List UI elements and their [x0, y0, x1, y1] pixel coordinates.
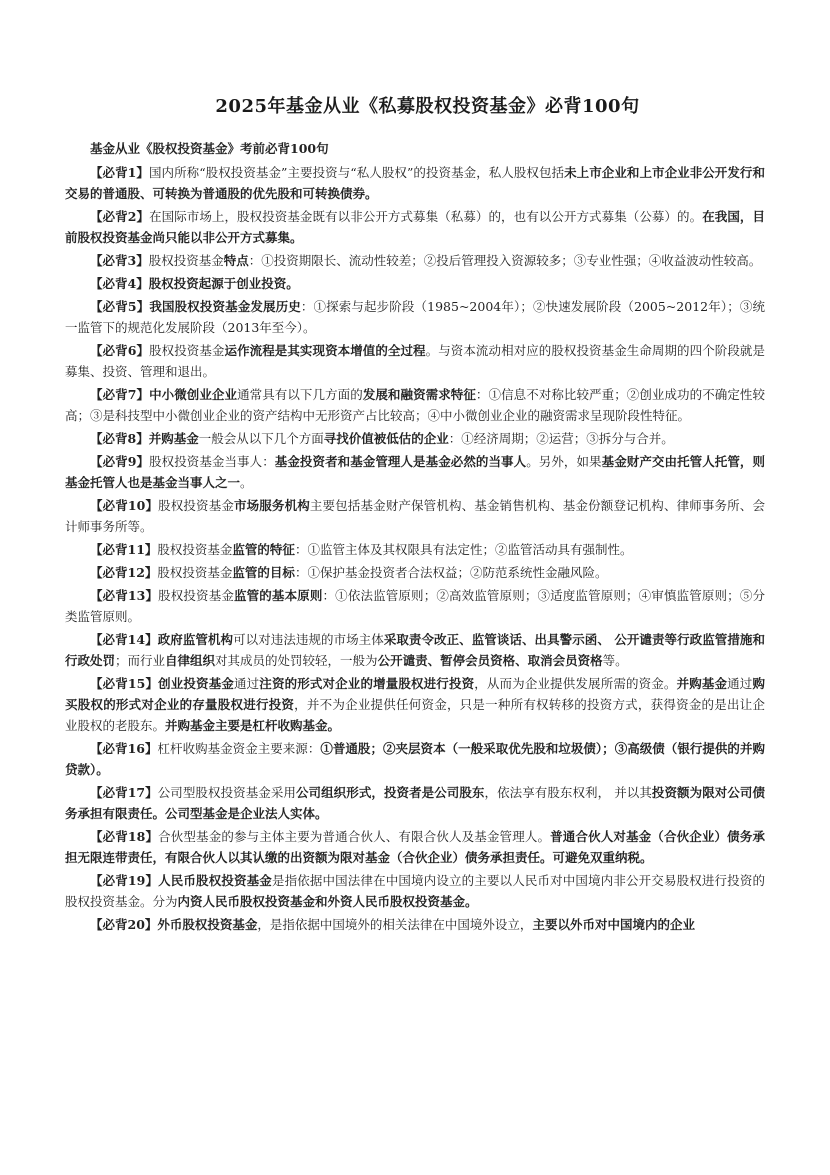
list-item [65, 206, 765, 248]
item-text-bold: 人民币股权投资基金 [158, 873, 272, 888]
item-text-bold: 并购基金 [676, 676, 728, 691]
item-text-bold: 运作流程是其实现资本增值的全过程 [224, 343, 426, 358]
list-item [65, 870, 765, 912]
document-title: 2025年基金从业《私募股权投资基金》必背100句 [215, 96, 640, 117]
item-text: 股权投资基金当事人： [149, 454, 275, 469]
item-text: 是指依据中国法律在中国境内设立的主要以人民币对中国境内非公开交易股权进行投资的股权投资基金。分为 [65, 873, 765, 909]
item-tag: 【必背11】 [90, 542, 158, 557]
item-text-bold: 市场服务机构 [234, 498, 310, 513]
item-text: ，从而为企业提供发展所需的资金。 [474, 676, 677, 691]
list-item [65, 738, 765, 780]
item-text: 对其成员的处罚较轻，一般为 [215, 653, 378, 668]
item-text-bold: 发展和融资需求特征 [362, 387, 476, 402]
item-text-bold: 监管的目标 [232, 565, 295, 580]
item-text-bold: 主要以外币对中国境内的企业 [532, 917, 695, 932]
item-text-bold: 特点 [223, 253, 249, 268]
item-text: 股权投资基金 [157, 565, 233, 580]
list-item [65, 673, 765, 736]
item-text: ：①信息不对称比较严重；②创业成功的不确定性较高；③是科技型中小微创业企业的资产结构中无形资产占比较高；④中小微创业企业的融资需求呈现阶段性特征。 [65, 387, 765, 423]
item-text-bold: 创业投资基金 [158, 676, 234, 691]
list-item [65, 162, 765, 204]
item-text: 杠杆收购基金资金主要来源： [157, 741, 321, 756]
item-text: ；而行业 [115, 653, 166, 668]
document-subtitle: 基金从业《股权投资基金》考前必背100句 [90, 141, 329, 156]
item-text: 股权投资基金 [158, 588, 234, 603]
item-text: 通过 [234, 676, 260, 691]
list-item [65, 782, 765, 824]
item-text-bold: 股权投资起源于创业投资。 [148, 276, 299, 291]
item-text: ，是指依据中国境外的相关法律在中国境外设立， [257, 917, 533, 932]
item-text: ：①投资期限长、流动性较差；②投后管理投入资源较多；③专业性强；④收益波动性较高。 [248, 253, 762, 268]
item-text-bold: 普通合伙人对基金（合伙企业）债务承担无限连带责任，有限合伙人以其认缴的出资额为限对基金（合伙企业）债务承担责任。可避免双重纳税。 [65, 829, 765, 865]
item-text-bold: 采取责令改正、监管谈话、出具警示函、 公开谴责等行政监管措施和行政处罚 [65, 632, 765, 668]
item-text: 。另外，如果 [526, 454, 602, 469]
item-text-bold: 在我国，目前股权投资基金尚只能以非公开方式募集。 [65, 209, 765, 245]
list-item [65, 340, 765, 382]
item-text-bold: 并购基金 [148, 431, 199, 446]
item-text: 股权投资基金 [157, 542, 233, 557]
list-item [65, 451, 765, 493]
item-text: 股权投资基金 [149, 343, 225, 358]
item-text-bold: 基金投资者和基金管理人是基金必然的当事人 [274, 454, 527, 469]
item-tag: 【必背9】 [90, 454, 150, 469]
item-tag: 【必背17】 [90, 785, 158, 800]
item-text: ：①保护基金投资者合法权益；②防范系统性金融风险。 [294, 565, 608, 580]
list-item [65, 296, 765, 338]
item-text: 合伙型基金的参与主体主要为普通合伙人、有限合伙人及基金管理人。 [158, 829, 551, 844]
item-tag: 【必背7】 [90, 387, 150, 402]
item-text: 公司型股权投资基金采用 [157, 785, 296, 800]
item-tag: 【必背3】 [90, 253, 149, 268]
item-text: 。 [240, 475, 253, 490]
item-text-bold: 基金财产交由托管人托管，则基金托管人也是基金当事人之一 [65, 454, 765, 490]
list-item [65, 495, 765, 537]
item-text-bold: 购买股权的形式对企业的存量股权进行投资 [65, 676, 765, 712]
item-tag: 【必背12】 [90, 565, 158, 580]
list-item [65, 539, 765, 560]
list-item [65, 428, 765, 449]
item-list [65, 162, 765, 935]
item-text-bold: ①普通股；②夹层资本（一般采取优先股和垃圾债）；③高级债（银行提供的并购贷款）。 [65, 741, 765, 777]
item-text-bold: 监管的基本原则 [234, 588, 323, 603]
list-item [65, 914, 765, 935]
item-text-bold: 政府监管机构 [157, 632, 234, 647]
item-text: 股权投资基金 [158, 498, 234, 513]
item-text: ：①依法监管原则；②高效监管原则；③适度监管原则；④审慎监管原则；⑤分类监管原则。 [65, 588, 765, 624]
item-text-bold: 公司组织形式，投资者是公司股东 [295, 785, 485, 800]
document-page [65, 92, 765, 937]
list-item [65, 826, 765, 868]
item-tag: 【必背16】 [90, 741, 158, 756]
item-tag: 【必背15】 [90, 676, 159, 691]
item-text-bold: 未上市企业和上市企业非公开发行和交易的普通股、可转换为普通股的优先股和可转换债券。 [65, 165, 765, 201]
list-item [65, 562, 765, 583]
item-text-bold: 公开谴责、暂停会员资格、取消会员资格 [377, 653, 603, 668]
item-text: 可以对违法违规的市场主体 [233, 632, 384, 647]
item-tag: 【必背2】 [90, 209, 150, 224]
item-text-bold: 寻找价值被低估的企业 [323, 431, 449, 446]
item-tag: 【必背1】 [90, 165, 149, 180]
item-text: 通常具有以下几方面的 [237, 387, 363, 402]
item-text: 一般会从以下几个方面 [198, 431, 324, 446]
list-item [65, 629, 765, 671]
list-item [65, 250, 765, 271]
item-text: 在国际市场上，股权投资基金既有以非公开方式募集（私募）的，也有以公开方式募集（公募）的。 [149, 209, 703, 224]
list-item [65, 273, 765, 294]
item-tag: 【必背14】 [90, 632, 158, 647]
item-tag: 【必背6】 [90, 343, 150, 358]
item-text: 等。 [602, 653, 628, 668]
item-text: ：①经济周期；②运营；③拆分与合并。 [448, 431, 674, 446]
item-text-bold: 投资额为限对公司债务承担有限责任。公司型基金是企业法人实体。 [65, 785, 765, 821]
item-tag: 【必背10】 [90, 498, 159, 513]
item-tag: 【必背4】 [90, 276, 149, 291]
item-text-bold: 自律组织 [165, 653, 216, 668]
item-text-bold: 监管的特征 [232, 542, 295, 557]
item-text: ，依法享有股东权利， 并以其 [484, 785, 652, 800]
item-tag: 【必背19】 [90, 873, 159, 888]
item-text: 。与资本流动相对应的股权投资基金生命周期的四个阶段就是募集、投资、管理和退出。 [65, 343, 765, 379]
item-text: 股权投资基金 [148, 253, 224, 268]
item-text: 通过 [727, 676, 753, 691]
item-tag: 【必背5】 [90, 299, 150, 314]
list-item [65, 384, 765, 426]
item-text-bold: 中小微创业企业 [149, 387, 238, 402]
item-tag: 【必背20】 [90, 917, 158, 932]
list-item [65, 585, 765, 627]
item-text: ：①监管主体及其权限具有法定性；②监管活动具有强制性。 [294, 542, 633, 557]
item-text-bold: 注资的形式对企业的增量股权进行投资 [259, 676, 475, 691]
item-text-bold: 我国股权投资基金发展历史 [149, 299, 301, 314]
item-tag: 【必背13】 [90, 588, 159, 603]
item-text: ，并不为企业提供任何资金，只是一种所有权转移的投资方式，获得资金的是出让企业股权的老股东。 [65, 697, 765, 733]
item-text: ：①探索与起步阶段（1985~2004年）；②快速发展阶段（2005~2012年）；③统一监管下的规范化发展阶段（2013年至今）。 [65, 299, 765, 335]
item-text-bold: 内资人民币股权投资基金和外资人民币股权投资基金。 [177, 894, 478, 909]
item-text-bold: 外币股权投资基金 [157, 917, 258, 932]
item-text: 国内所称“股权投资基金”主要投资与“私人股权”的投资基金，私人股权包括 [149, 165, 565, 180]
item-tag: 【必背8】 [90, 431, 149, 446]
item-text-bold: 并购基金主要是杠杆收购基金。 [165, 718, 341, 733]
item-tag: 【必背18】 [90, 829, 159, 844]
item-text: 主要包括基金财产保管机构、基金销售机构、基金份额登记机构、律师事务所、会计师事务所等。 [65, 498, 765, 534]
